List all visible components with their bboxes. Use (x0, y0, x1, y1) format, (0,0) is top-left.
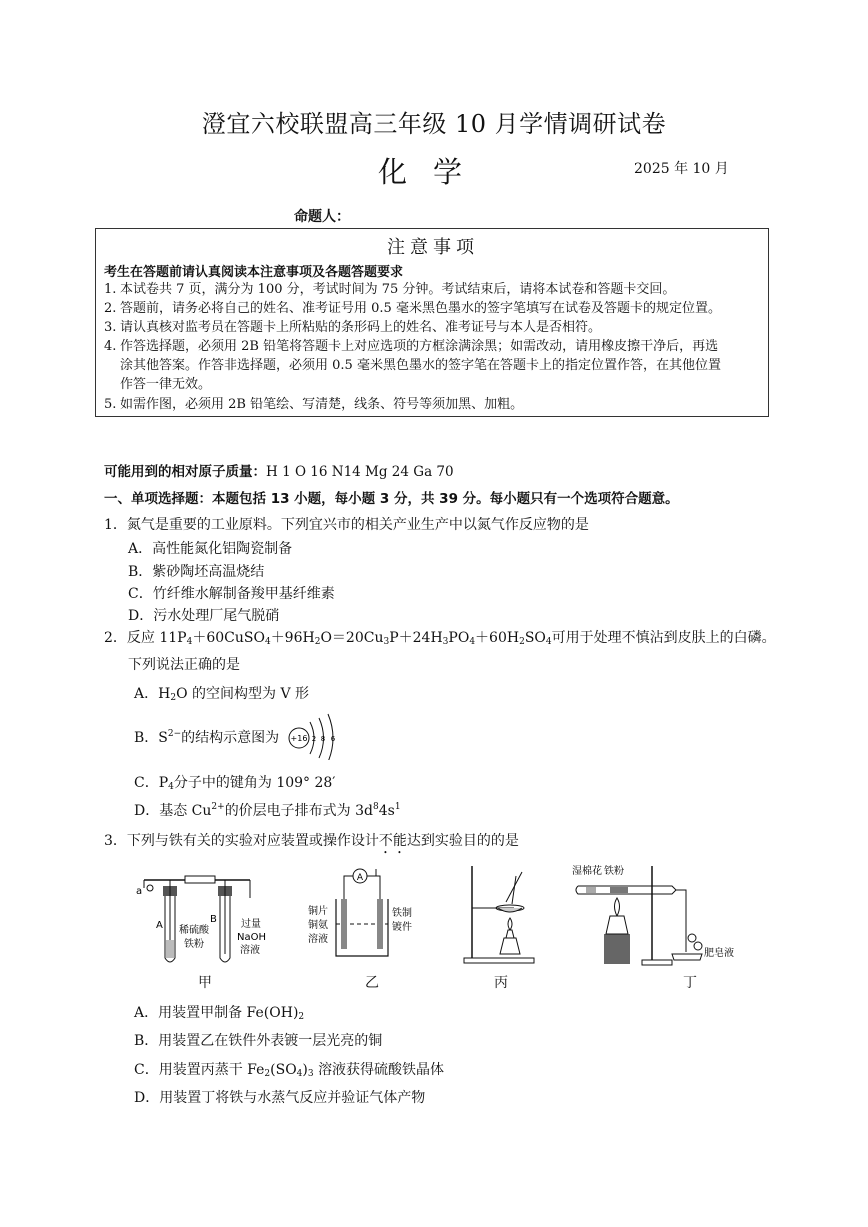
notice-item-2: 2. 答题前，请务必将自己的姓名、准考证号用 0.5 毫米黑色墨水的签字笔填写在试卷及答题卡的规定位置。 (104, 301, 721, 316)
notice-item-5: 5. 如需作图，必须用 2B 铅笔绘、写清楚，线条、符号等须加黑、加粗。 (104, 397, 524, 412)
q3-stem: 3．下列与铁有关的实验对应装置或操作设计不能达到实验目的的是 (104, 833, 519, 849)
q2-option-b: B．$S^{2-}$的结构示意图为 (134, 729, 280, 746)
q3-option-c: C．用装置丙蒸干 $Fe_2(SO_4)_3$ 溶液获得硫酸铁晶体 (134, 1062, 445, 1079)
svg-text:NaOH: NaOH (237, 932, 266, 943)
sulfide-ion-structure-diagram (288, 710, 348, 760)
svg-text:过量: 过量 (241, 919, 261, 930)
shell-3-count: 6 (330, 735, 336, 743)
svg-text:镀件: 镀件 (392, 922, 412, 933)
q1-option-a: A．高性能氮化铝陶瓷制备 (128, 541, 293, 557)
q2-stem-line2: 下列说法正确的是 (128, 657, 240, 673)
q1-option-c: C．竹纤维水解制备羧甲基纤维素 (128, 586, 335, 602)
svg-text:溶液: 溶液 (308, 934, 328, 945)
notice-item-4: 4. 作答选择题，必须用 2B 铅笔将答题卡上对应选项的方框涂满涂黑；如需改动，请用橡皮擦干净后，再选 涂其他答案。作答非选择题，必须用 0.5 毫米黑色墨水的签字笔在答题卡上的指定位置作答，在其他位置 作答一律无效。 (104, 339, 721, 392)
svg-text:铁粉: 铁粉 (604, 866, 624, 877)
notice-title: 注意事项 (387, 237, 479, 258)
atomic-mass-line: 可能用到的相对原子质量：H 1 O 16 N14 Mg 24 Ga 70 (104, 464, 454, 480)
apparatus-bing-diagram (452, 858, 542, 968)
apparatus-ding-label: 丁 (683, 975, 697, 991)
q2-option-c: C．$P_4$分子中的键角为 109° 28′ (134, 775, 336, 792)
svg-text:铁制: 铁制 (392, 908, 412, 919)
svg-text:溶液: 溶液 (240, 945, 260, 956)
section1-heading: 一、单项选择题：本题包括 13 小题，每小题 3 分，共 39 分。每小题只有一个选项符合题意。 (104, 491, 679, 507)
shell-2-count: 8 (320, 735, 326, 743)
svg-text:肥皂液: 肥皂液 (704, 948, 734, 959)
notice-item-3: 3. 请认真核对监考员在答题卡上所粘贴的条形码上的姓名、准考证号与本人是否相符。 (104, 320, 602, 335)
notice-lead: 考生在答题前请认真阅读本注意事项及各题答题要求 (104, 265, 404, 280)
svg-text:A: A (356, 873, 364, 883)
notice-box (95, 228, 769, 417)
apparatus-jia-label: 甲 (198, 975, 212, 991)
svg-text:铜氨: 铜氨 (308, 920, 328, 931)
apparatus-bing-label: 丙 (494, 975, 508, 991)
q1-stem: 1．氮气是重要的工业原料。下列宜兴市的相关产业生产中以氮气作反应物的是 (104, 517, 589, 533)
shell-1-count: 2 (311, 735, 317, 743)
q3-option-b: B．用装置乙在铁件外表镀一层光亮的铜 (134, 1033, 383, 1049)
exam-date: 2025 年 10 月 (634, 161, 729, 177)
apparatus-jia-diagram (130, 858, 270, 970)
apparatus-yi-label: 乙 (365, 975, 379, 991)
author-label: 命题人： (294, 209, 350, 225)
nucleus-label: +16 (290, 734, 308, 743)
svg-text:铜片: 铜片 (308, 906, 328, 917)
q1-option-d: D．污水处理厂尾气脱硝 (128, 608, 280, 624)
q2-stem: 2．反应 $11P_4+60CuSO_4+96H_2O=20Cu_3P+24H_3PO_4+60H_2SO_4$可用于处理不慎沾到皮肤上的白磷。 (104, 630, 776, 647)
q1-option-b: B．紫砂陶坯高温烧结 (128, 564, 265, 580)
exam-title: 澄宜六校联盟高三年级 10 月学情调研试卷 (201, 110, 667, 138)
apparatus-yi-diagram (300, 864, 420, 964)
svg-text:A: A (156, 920, 163, 931)
subject-title: 化学 (378, 155, 489, 189)
q2-option-d: D．基态 $Cu^{2+}$的价层电子排布式为 $3d^84s^1$ (134, 802, 401, 819)
q3-option-a: A．用装置甲制备 $Fe(OH)_2$ (134, 1005, 305, 1022)
q2-option-a: A．$H_2O$ 的空间构型为 V 形 (134, 686, 310, 703)
notice-item-1: 1. 本试卷共 7 页，满分为 100 分，考试时间为 75 分钟。考试结束后，请将本试卷和答题卡交回。 (104, 282, 676, 297)
apparatus-ding-diagram (572, 856, 742, 968)
svg-text:湿棉花: 湿棉花 (572, 866, 602, 877)
q3-option-d: D．用装置丁将铁与水蒸气反应并验证气体产物 (134, 1090, 426, 1106)
svg-text:铁粉: 铁粉 (184, 939, 204, 950)
svg-text:B: B (210, 914, 217, 925)
svg-text:稀硫酸: 稀硫酸 (179, 925, 209, 936)
svg-text:a: a (136, 886, 143, 897)
